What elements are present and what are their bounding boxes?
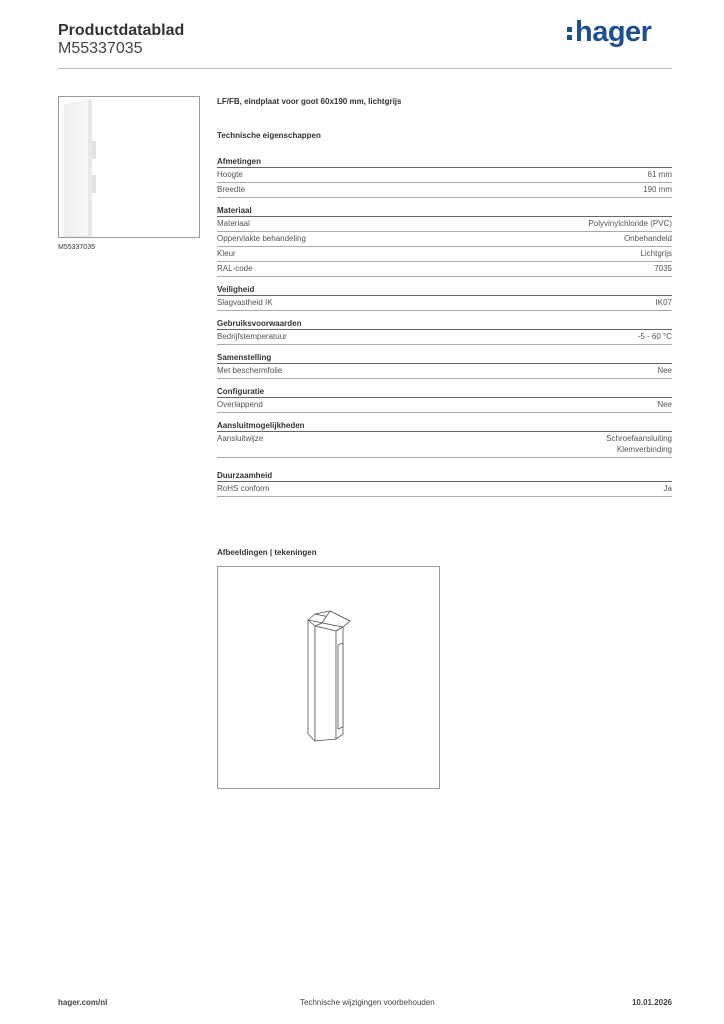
product-description: LF/FB, eindplaat voor goot 60x190 mm, lichtgrijs bbox=[217, 97, 402, 106]
hager-logo bbox=[567, 16, 651, 49]
spec-value: 190 mm bbox=[643, 185, 672, 194]
spec-label: Aansluitwijze bbox=[217, 434, 264, 443]
page-title: Productdatablad bbox=[58, 22, 185, 39]
spec-group-configuratie bbox=[217, 386, 672, 413]
website-link[interactable]: hager.com/nl bbox=[58, 998, 108, 1007]
thumbnail-caption: M55337035 bbox=[58, 244, 95, 251]
spec-value: 7035 bbox=[654, 264, 672, 273]
spec-group-title: Samenstelling bbox=[217, 352, 672, 364]
spec-group-title: Gebruiksvoorwaarden bbox=[217, 318, 672, 330]
spec-value: Polyvinylchloride (PVC) bbox=[588, 219, 672, 228]
spec-value: Lichtgrijs bbox=[640, 249, 672, 258]
spec-value: Onbehandeld bbox=[623, 234, 672, 243]
spec-row bbox=[217, 330, 672, 345]
spec-group-duurzaamheid bbox=[217, 470, 672, 497]
spec-label: Bedrijfstemperatuur bbox=[217, 332, 287, 341]
spec-label: Hoogte bbox=[217, 170, 243, 179]
spec-group-veiligheid bbox=[217, 284, 672, 311]
spec-group-title: Aansluitmogelijkheden bbox=[217, 420, 672, 432]
spec-row bbox=[217, 168, 672, 183]
footer-date: 10.01.2026 bbox=[631, 998, 672, 1007]
spec-row bbox=[217, 262, 672, 277]
spec-group-title: Afmetingen bbox=[217, 156, 672, 168]
technical-drawing bbox=[217, 566, 440, 789]
spec-value: 61 mm bbox=[647, 170, 672, 179]
spec-row bbox=[217, 183, 672, 198]
spec-group-title: Configuratie bbox=[217, 386, 672, 398]
spec-label: Oppervlakte behandeling bbox=[217, 234, 306, 243]
spec-row bbox=[217, 247, 672, 262]
images-section-title: Afbeeldingen | tekeningen bbox=[217, 548, 317, 557]
spec-row bbox=[217, 482, 672, 497]
spec-value: Nee bbox=[657, 400, 672, 409]
spec-label: Overlappend bbox=[217, 400, 263, 409]
product-code: M55337035 bbox=[58, 40, 143, 57]
spec-label: Materiaal bbox=[217, 219, 250, 228]
spec-row bbox=[217, 398, 672, 413]
spec-row bbox=[217, 232, 672, 247]
product-thumbnail bbox=[58, 96, 200, 238]
spec-group-title: Materiaal bbox=[217, 205, 672, 217]
spec-row bbox=[217, 217, 672, 232]
spec-group-samenstelling bbox=[217, 352, 672, 379]
spec-table bbox=[217, 156, 672, 497]
spec-group-title: Duurzaamheid bbox=[217, 470, 672, 482]
spec-group-materiaal bbox=[217, 205, 672, 277]
technical-properties-title: Technische eigenschappen bbox=[217, 131, 321, 140]
spec-group-gebruiksvoorwaarden bbox=[217, 318, 672, 345]
spec-label: Breedte bbox=[217, 185, 246, 194]
spec-row bbox=[217, 364, 672, 379]
spec-label: RAL-code bbox=[217, 264, 253, 273]
spec-label: Slagvastheid IK bbox=[217, 298, 273, 307]
spec-label: Kleur bbox=[217, 249, 236, 258]
footer-note: Technische wijzigingen voorbehouden bbox=[300, 998, 435, 1007]
end-plate-photo-icon bbox=[59, 97, 199, 237]
header-divider bbox=[58, 68, 672, 69]
spec-value: Nee bbox=[657, 366, 672, 375]
logo-colon-mark bbox=[567, 23, 573, 43]
spec-row bbox=[217, 296, 672, 311]
spec-group-aansluitmogelijkheden bbox=[217, 420, 672, 458]
logo-text: hager bbox=[575, 16, 652, 48]
spec-group-afmetingen bbox=[217, 156, 672, 198]
end-plate-drawing-icon bbox=[218, 567, 439, 788]
spec-value: Ja bbox=[663, 484, 672, 493]
spec-value: IK07 bbox=[655, 298, 672, 307]
spec-value: Schroefaansluiting Klemverbinding bbox=[606, 434, 672, 454]
spec-row bbox=[217, 432, 672, 458]
spec-group-title: Veiligheid bbox=[217, 284, 672, 296]
spec-label: Met beschermfolie bbox=[217, 366, 283, 375]
spec-label: RoHS conform bbox=[217, 484, 270, 493]
spec-value: -5 - 60 °C bbox=[637, 332, 672, 341]
